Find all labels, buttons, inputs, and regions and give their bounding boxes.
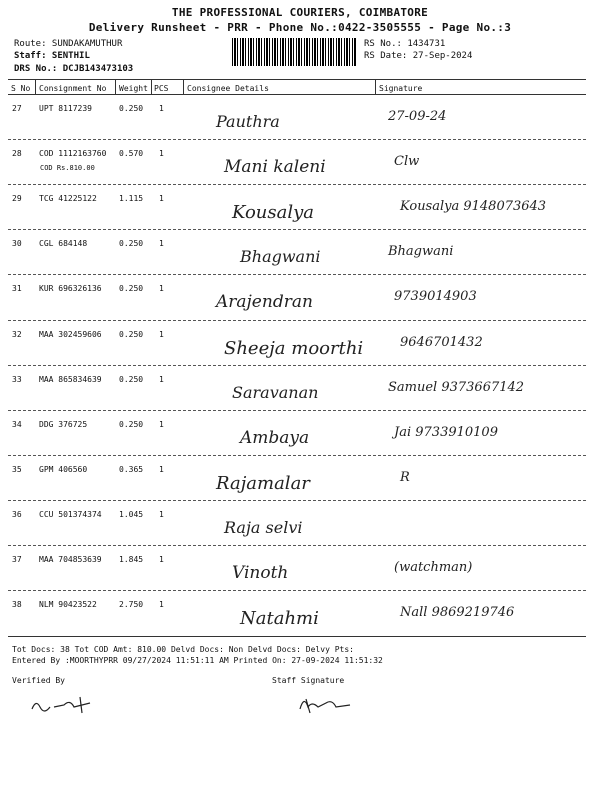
row-divider [8,274,586,275]
signature-handwriting: 9739014903 [394,289,477,305]
route-label: Route: SUNDAKAMUTHUR [14,39,123,49]
row-consignment: MAA 704853639 [39,555,102,564]
row-sno: 29 [12,194,22,204]
row-pcs: 1 [159,329,164,339]
row-divider [8,139,586,140]
drs-number: DRS No.: DCJB143473103 [14,64,134,74]
row-divider [8,590,586,591]
signature-handwriting: 9646701432 [400,334,483,350]
row-consignment: UPT 8117239 [39,104,92,113]
row-consignment: KUR 696326136 [39,284,102,294]
row-pcs: 1 [159,374,164,384]
consignee-handwriting: Saravanan [232,382,319,402]
row-sno: 30 [12,239,22,249]
row-weight: 0.365 [119,464,144,474]
row-sno: 38 [12,600,22,610]
col-divider [183,79,184,94]
signature-handwriting: 27-09-24 [388,109,447,124]
row-pcs: 1 [159,194,164,204]
row-consignment: COD 1112163760 [39,149,107,159]
signature-handwriting: Jai 9733910109 [394,424,498,440]
consignee-handwriting: Pauthra [216,112,280,131]
row-divider [8,184,586,185]
row-divider [8,500,586,501]
row-pcs: 1 [159,149,164,159]
row-consignment: GPM 406560 [39,464,88,474]
verifier-signature [30,695,100,715]
row-cod-amount: COD Rs.810.00 [40,164,95,173]
col-divider [35,79,36,94]
consignee-handwriting: Raja selvi [224,517,303,537]
row-divider [8,455,586,456]
verified-by-label: Verified By [12,676,65,685]
consignee-handwriting: Sheeja moorthi [224,337,364,359]
row-divider [8,545,586,546]
consignee-handwriting: Arajendran [216,292,313,313]
col-divider [115,79,116,94]
consignee-handwriting: Ambaya [240,427,310,448]
row-consignment: CCU 501374374 [39,509,102,519]
row-pcs: 1 [159,284,164,294]
row-weight: 1.845 [119,555,144,564]
row-weight: 0.250 [119,329,144,339]
staff-signature [296,693,356,715]
row-consignment: TCG 41225122 [39,194,97,204]
row-weight: 0.250 [119,374,144,384]
consignee-handwriting: Rajamalar [216,472,310,494]
signature-handwriting: (watchman) [394,560,473,575]
row-pcs: 1 [159,239,164,249]
row-weight: 0.250 [119,104,144,113]
row-sno: 37 [12,555,22,564]
row-sno: 33 [12,374,22,384]
row-pcs: 1 [159,104,164,113]
row-weight: 1.115 [119,194,144,204]
row-weight: 0.250 [119,419,144,429]
row-pcs: 1 [159,600,164,610]
row-divider [8,229,586,230]
row-consignment: DDG 376725 [39,419,88,429]
consignee-handwriting: Mani kaleni [224,157,326,178]
col-header-weight: Weight [119,84,148,93]
row-sno: 27 [12,104,22,113]
row-sno: 32 [12,329,22,339]
consignee-handwriting: Bhagwani [240,247,321,267]
row-weight: 1.045 [119,509,144,519]
row-sno: 35 [12,464,22,474]
col-divider [375,79,376,94]
row-weight: 0.570 [119,149,144,159]
row-consignment: NLM 90423522 [39,600,97,610]
row-pcs: 1 [159,464,164,474]
row-divider [8,365,586,366]
table-top-border [8,79,586,80]
col-header-consignment: Consignment No [39,84,107,93]
rs-date: RS Date: 27-Sep-2024 [364,51,473,61]
row-pcs: 1 [159,555,164,564]
row-consignment: CGL 684148 [39,239,88,249]
totals-line: Tot Docs: 38 Tot COD Amt: 810.00 Delvd Docs: Non Delvd Docs: Delvy Pts: [12,645,354,654]
col-header-pcs: PCS [154,84,169,93]
staff-signature-label: Staff Signature [272,676,345,685]
entered-by-line: Entered By :MOORTHYPRR 09/27/2024 11:51:11 AM Printed On: 27-09-2024 11:51:32 [12,656,383,665]
col-header-signature: Signature [379,84,423,93]
consignee-handwriting: Kousalya [232,202,315,224]
runsheet-subtitle: Delivery Runsheet - PRR - Phone No.:0422-3505555 - Page No.:3 [88,21,512,34]
col-header-sno: S No [11,84,31,93]
signature-handwriting: Clw [394,154,420,170]
staff-label: Staff: SENTHIL [14,51,90,61]
consignee-handwriting: Vinoth [232,563,289,583]
row-weight: 0.250 [119,284,144,294]
row-sno: 36 [12,509,22,519]
consignee-handwriting: Natahmi [240,608,319,630]
signature-handwriting: Samuel 9373667142 [388,379,525,395]
row-sno: 28 [12,149,22,159]
row-sno: 34 [12,419,22,429]
table-bottom-border [8,636,586,637]
row-pcs: 1 [159,419,164,429]
signature-handwriting: Nall 9869219746 [400,605,515,621]
rs-number: RS No.: 1434731 [364,39,446,49]
signature-handwriting: R [400,469,410,485]
col-divider [151,79,152,94]
barcode [232,38,356,66]
row-consignment: MAA 865834639 [39,374,102,384]
row-consignment: MAA 302459606 [39,329,102,339]
table-header-border [8,94,586,95]
signature-handwriting: Bhagwani [388,244,454,260]
row-weight: 0.250 [119,239,144,249]
signature-handwriting: Kousalya 9148073643 [400,199,547,215]
row-divider [8,410,586,411]
row-divider [8,320,586,321]
row-sno: 31 [12,284,22,294]
row-pcs: 1 [159,509,164,519]
company-title: THE PROFESSIONAL COURIERS, COIMBATORE [171,6,429,19]
row-weight: 2.750 [119,600,144,610]
col-header-consignee: Consignee Details [187,84,269,93]
